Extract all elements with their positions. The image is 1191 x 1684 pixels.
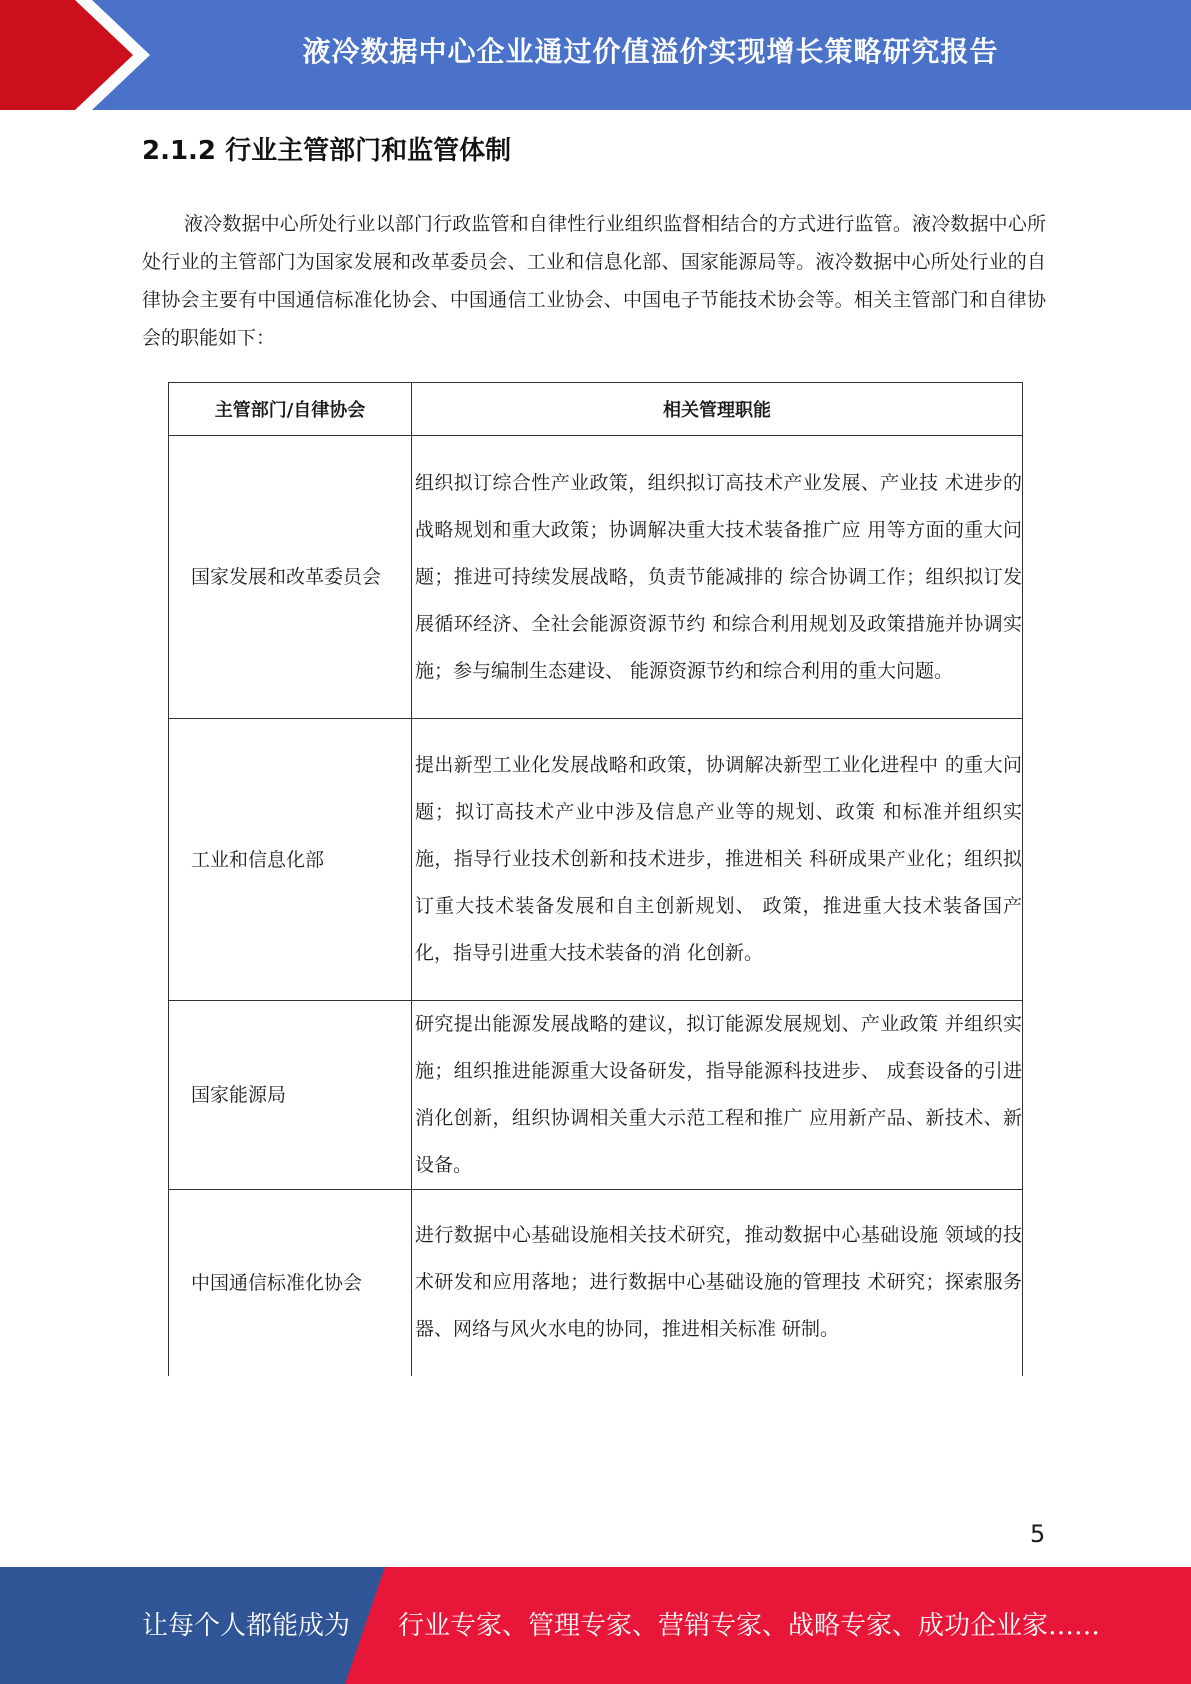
table-row: [169, 719, 1023, 1001]
duty-cell: 组织拟订综合性产业政策，组织拟订高技术产业发展、产业技 术进步的战略规划和重大政策；协调解决重大技术装备推广应 用等方面的重大问题；推进可持续发展战略，负责节能减排的 综合协调工作；组织拟订发展循环经济、全社会能源资源节约 和综合利用规划及政策措施并协调实施；参与编制生态建设、 能源资源节约和综合利用的重大问题。: [412, 436, 1023, 719]
dept-cell: 国家发展和改革委员会: [169, 436, 412, 719]
footer-slogan-left: 让每个人都能成为: [142, 1611, 351, 1641]
column-header-dept: 主管部门/自律协会: [169, 383, 412, 436]
section-heading: 2.1.2 行业主管部门和监管体制: [142, 136, 512, 166]
duty-cell: 进行数据中心基础设施相关技术研究，推动数据中心基础设施 领域的技术研发和应用落地；进行数据中心基础设施的管理技 术研究；探索服务器、网络与风火水电的协同，推进相关标准 研制。: [412, 1190, 1023, 1376]
duty-cell: 研究提出能源发展战略的建议，拟订能源发展规划、产业政策 并组织实施；组织推进能源重大设备研发，指导能源科技进步、 成套设备的引进消化创新，组织协调相关重大示范工程和推广 应用新产品、新技术、新设备。: [412, 1001, 1023, 1190]
dept-cell: 中国通信标准化协会: [169, 1190, 412, 1376]
column-header-duty: 相关管理职能: [412, 383, 1023, 436]
duty-cell: 提出新型工业化发展战略和政策，协调解决新型工业化进程中 的重大问题；拟订高技术产业中涉及信息产业等的规划、政策 和标准并组织实施，指导行业技术创新和技术进步，推进相关 科研成果产业化；组织拟订重大技术装备发展和自主创新规划、 政策，推进重大技术装备国产化，指导引进重大技术装备的消 化创新。: [412, 719, 1023, 1001]
dept-cell: 工业和信息化部: [169, 719, 412, 1001]
dept-cell: 国家能源局: [169, 1001, 412, 1190]
table-row: [169, 1001, 1023, 1190]
footer-slogan-right: 行业专家、管理专家、营销专家、战略专家、成功企业家……: [398, 1611, 1101, 1641]
table-row: [169, 1190, 1023, 1376]
table-header-row: [169, 383, 1023, 436]
regulator-table: [168, 382, 1023, 1376]
intro-paragraph: 液冷数据中心所处行业以部门行政监管和自律性行业组织监督相结合的方式进行监管。液冷数据中心所处行业的主管部门为国家发展和改革委员会、工业和信息化部、国家能源局等。液冷数据中心所处行业的自律协会主要有中国通信标准化协会、中国通信工业协会、中国电子节能技术协会等。相关主管部门和自律协会的职能如下：: [142, 213, 1046, 349]
page-number: 5: [1030, 1520, 1046, 1548]
report-title: 液冷数据中心企业通过价值溢价实现增长策略研究报告: [302, 35, 999, 68]
header-banner: [0, 0, 1191, 110]
table-row: [169, 436, 1023, 719]
